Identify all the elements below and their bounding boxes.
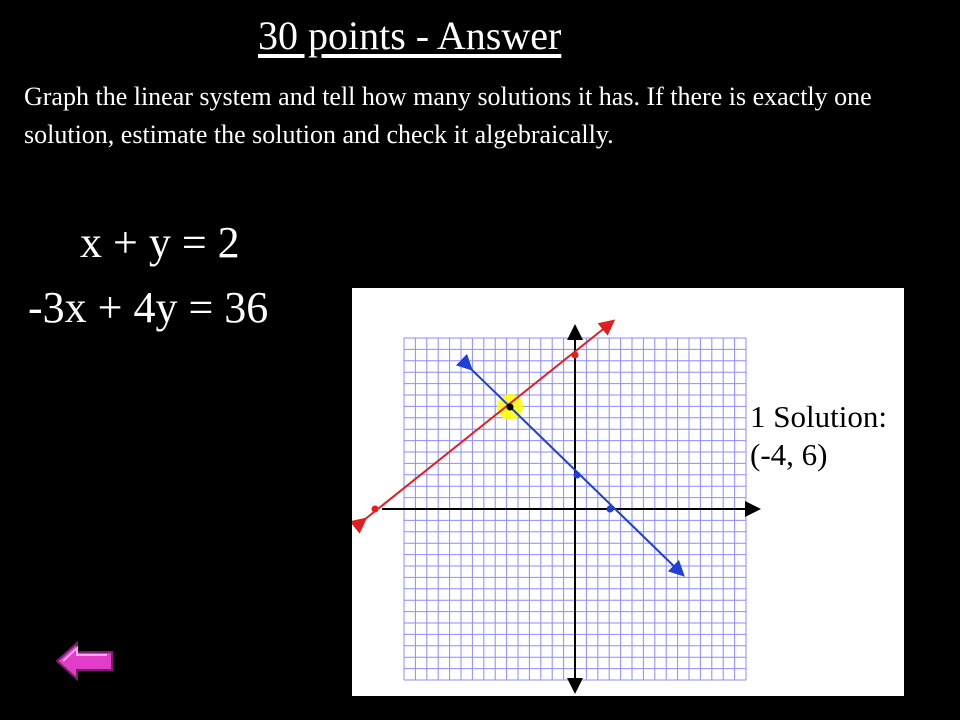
point-blue-x-intercept	[607, 506, 614, 513]
magenta-left-arrow-icon	[55, 640, 115, 682]
point-blue-y-intercept	[574, 472, 581, 479]
coordinate-graph	[352, 288, 904, 696]
problem-prompt: Graph the linear system and tell how many solutions it has. If there is exactly one solution, estimate the solution and check it algebraically.	[24, 82, 872, 149]
slide-title: 30 points - Answer	[258, 13, 562, 58]
point-solution	[507, 404, 514, 411]
answer-line-1: 1 Solution:	[750, 399, 887, 434]
point-red-x-intercept	[372, 506, 379, 513]
point-red-y-intercept	[572, 352, 579, 359]
answer-line-2: (-4, 6)	[750, 437, 828, 472]
back-button[interactable]	[55, 640, 115, 682]
answer-text	[750, 398, 887, 474]
equation-2: -3x + 4y = 36	[28, 283, 269, 332]
graph-image	[352, 288, 904, 696]
equation-1: x + y = 2	[80, 218, 240, 267]
